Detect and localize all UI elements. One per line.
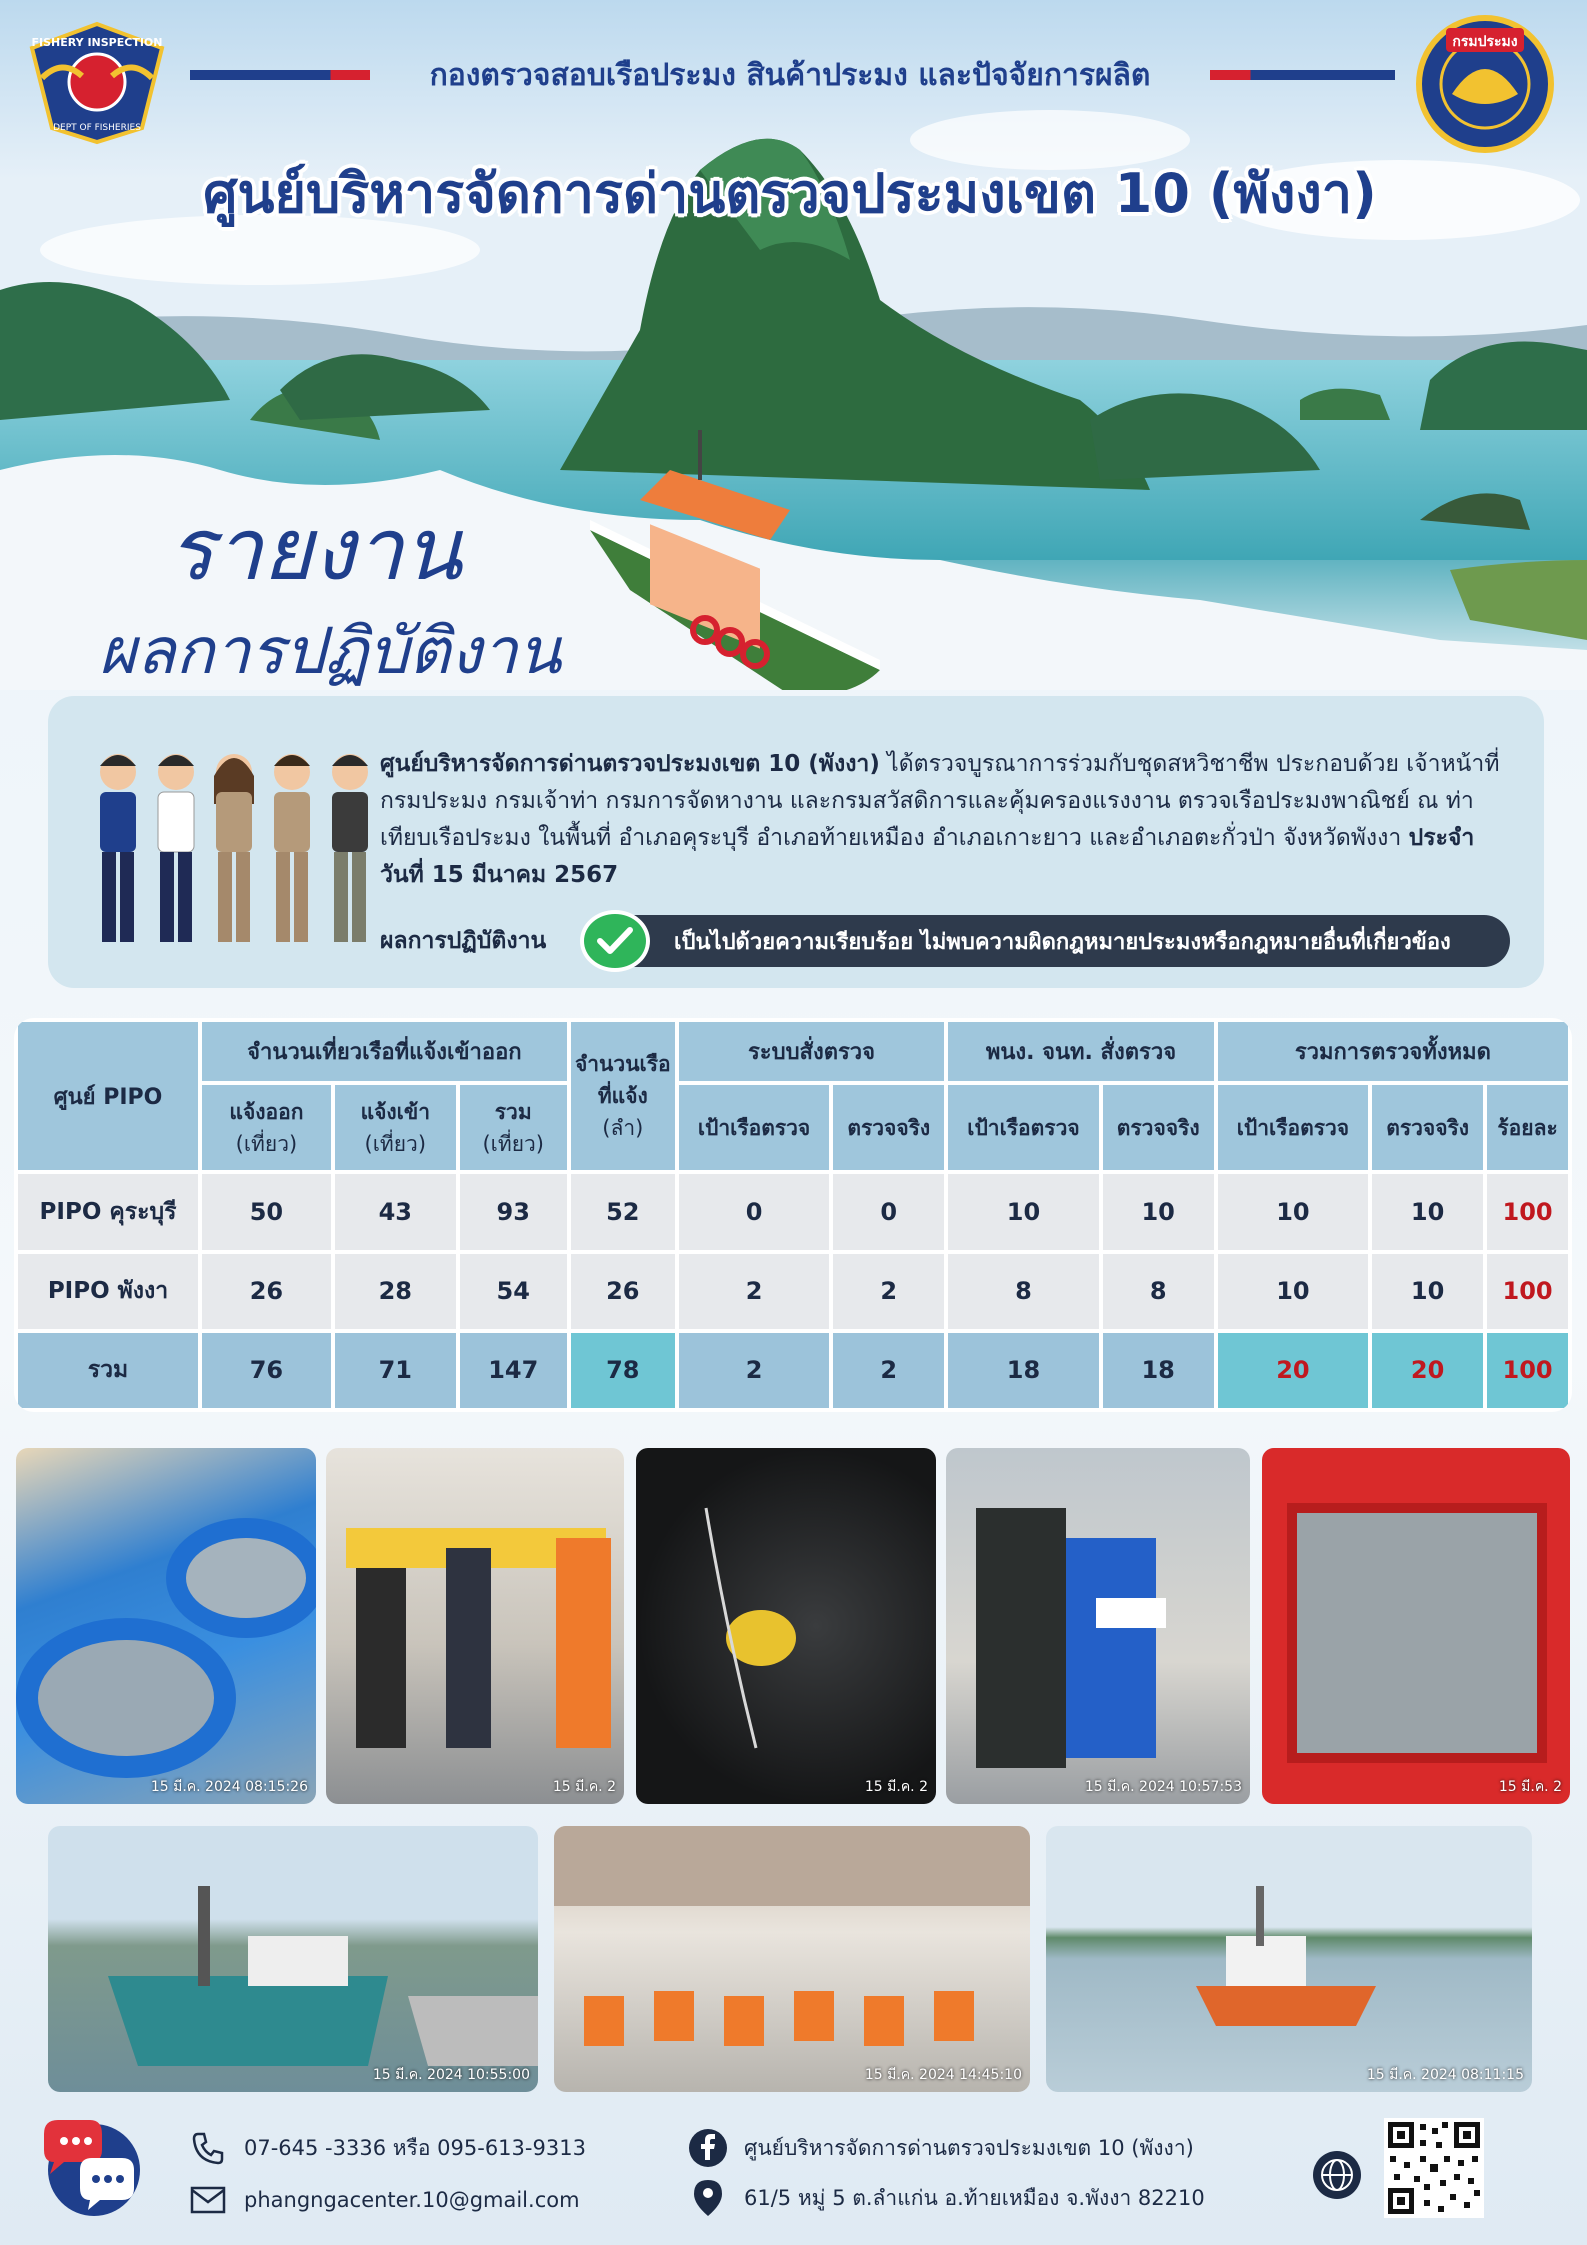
- photo-fish-crate: [1262, 1448, 1570, 1804]
- photo-timestamp: 15 มี.ค. 2024 10:57:53: [1084, 1779, 1242, 1795]
- cell-all-target: 10: [1218, 1174, 1368, 1249]
- system-actual-header: ตรวจจริง: [833, 1085, 944, 1170]
- photo-timestamp: 15 มี.ค. 2: [864, 1779, 928, 1795]
- group-total-header: รวมการตรวจทั้งหมด: [1218, 1022, 1568, 1081]
- chat-icon: [36, 2114, 142, 2216]
- result-label: ผลการปฏิบัติงาน: [380, 928, 547, 954]
- photo-fish-buckets: [16, 1448, 316, 1804]
- globe-icon[interactable]: [1312, 2150, 1362, 2200]
- table-row: [18, 1254, 1568, 1329]
- footer-phone: [188, 2128, 586, 2168]
- facebook-page-link[interactable]: ศูนย์บริหารจัดการด่านตรวจประมงเขต 10 (พังงา): [744, 2135, 1194, 2160]
- total-in: 71: [335, 1333, 456, 1408]
- page-title: ศูนย์บริหารจัดการด่านตรวจประมงเขต 10 (พังงา): [203, 162, 1377, 225]
- cell-out: 50: [202, 1174, 331, 1249]
- photo-timestamp: 15 มี.ค. 2024 08:11:15: [1366, 2067, 1524, 2083]
- cell-all-actual: 10: [1372, 1254, 1483, 1329]
- photo-officers-inspection: [326, 1448, 624, 1804]
- photo-crew-group: [554, 1826, 1030, 2092]
- officer-actual-header: ตรวจจริง: [1103, 1085, 1214, 1170]
- header-rule-right: [1210, 70, 1395, 80]
- trips-total-unit: (เที่ยว): [482, 1131, 544, 1156]
- photo-boat-at-sea: [1046, 1826, 1532, 2092]
- total-off-actual: 18: [1103, 1333, 1214, 1408]
- report-subheading: ผลการปฏิบัติงาน: [98, 615, 562, 689]
- summary-card: [48, 696, 1544, 988]
- group-system-header: ระบบสั่งตรวจ: [679, 1022, 944, 1081]
- all-target-header: เป้าเรือตรวจ: [1218, 1085, 1368, 1170]
- phone-icon: [188, 2128, 228, 2168]
- facebook-icon: [688, 2128, 728, 2168]
- header-subtitle: กองตรวจสอบเรือประมง สินค้าประมง และปัจจัยการผลิต: [429, 58, 1151, 93]
- cell-sys-target: 2: [679, 1254, 829, 1329]
- cell-all-actual: 10: [1372, 1174, 1483, 1249]
- total-name: รวม: [18, 1333, 198, 1408]
- boats-header-unit: (ลำ): [602, 1116, 644, 1141]
- table-row: [18, 1174, 1568, 1249]
- total-all-target: 20: [1218, 1333, 1368, 1408]
- footer-email: [188, 2180, 580, 2220]
- phone-text: 07-645 -3336 หรือ 095-613-9313: [244, 2135, 586, 2160]
- group-officer-header: พนง. จนท. สั่งตรวจ: [948, 1022, 1213, 1081]
- photo-timestamp: 15 มี.ค. 2: [552, 1779, 616, 1795]
- photo-document-check: [946, 1448, 1250, 1804]
- cell-percent: 100: [1487, 1174, 1568, 1249]
- boats-header: [571, 1022, 675, 1170]
- all-actual-header: ตรวจจริง: [1372, 1085, 1483, 1170]
- row-name: PIPO คุระบุรี: [18, 1174, 198, 1249]
- svg-text:DEPT OF FISHERIES: DEPT OF FISHERIES: [53, 123, 141, 133]
- cell-off-actual: 8: [1103, 1254, 1214, 1329]
- summary-lead: ศูนย์บริหารจัดการด่านตรวจประมงเขต 10 (พังงา): [380, 751, 880, 777]
- photo-fishing-net: [636, 1448, 936, 1804]
- address-text: 61/5 หมู่ 5 ต.ลำแก่น อ.ท้ายเหมือง จ.พังงา 82210: [744, 2185, 1205, 2210]
- cell-off-target: 8: [948, 1254, 1098, 1329]
- cell-in: 28: [335, 1254, 456, 1329]
- photo-timestamp: 15 มี.ค. 2: [1498, 1779, 1562, 1795]
- total-out: 76: [202, 1333, 331, 1408]
- trips-in-label: แจ้งเข้า: [360, 1099, 430, 1124]
- qr-code[interactable]: [1384, 2118, 1484, 2218]
- summary-date: ประจำวันที่ 15 มีนาคม 2567: [380, 825, 1475, 888]
- boats-header-label: จำนวนเรือที่แจ้ง: [574, 1052, 671, 1109]
- cell-percent: 100: [1487, 1254, 1568, 1329]
- trips-total-label: รวม: [494, 1099, 532, 1124]
- officer-target-header: เป้าเรือตรวจ: [948, 1085, 1098, 1170]
- col-center-header: ศูนย์ PIPO: [18, 1022, 198, 1170]
- footer-facebook: [688, 2128, 1194, 2168]
- cell-total: 54: [460, 1254, 567, 1329]
- trips-out-label: แจ้งออก: [229, 1099, 304, 1124]
- total-percent: 100: [1487, 1333, 1568, 1408]
- inspection-table: [14, 1018, 1572, 1412]
- summary-text: [380, 746, 1500, 894]
- email-link[interactable]: phangngacenter.10@gmail.com: [244, 2188, 580, 2212]
- system-target-header: เป้าเรือตรวจ: [679, 1085, 829, 1170]
- total-total: 147: [460, 1333, 567, 1408]
- footer-address: [688, 2178, 1205, 2218]
- cell-total: 93: [460, 1174, 567, 1249]
- total-sys-actual: 2: [833, 1333, 944, 1408]
- header-rule-left: [190, 70, 370, 80]
- fishery-inspection-logo: [22, 18, 172, 148]
- result-status: เป็นไปด้วยความเรียบร้อย ไม่พบความผิดกฎหมายประมงหรือกฎหมายอื่นที่เกี่ยวข้อง: [620, 915, 1510, 967]
- total-off-target: 18: [948, 1333, 1098, 1408]
- trips-in-header: [335, 1085, 456, 1170]
- svg-text:FISHERY INSPECTION: FISHERY INSPECTION: [31, 36, 163, 49]
- total-boats: 78: [571, 1333, 675, 1408]
- report-heading: รายงาน: [168, 500, 462, 600]
- summary-body: ได้ตรวจบูรณาการร่วมกับชุดสหวิชาชีพ ประกอบด้วย เจ้าหน้าที่กรมประมง กรมเจ้าท่า กรมการจัดหางาน และกรมสวัสดิการและคุ้มครองแรงงาน ตรวจเรือประมงพาณิชย์ ณ ท่าเทียบเรือประมง ในพื้นที่ อำเภอคุระบุรี อำเภอท้ายเหมือง อำเภอเกาะยาว และอำเภอตะกั่วป่า จังหวัดพังงา: [380, 751, 1500, 851]
- trips-out-unit: (เที่ยว): [235, 1131, 298, 1156]
- mail-icon: [188, 2180, 228, 2220]
- cell-boats: 52: [571, 1174, 675, 1249]
- hero-banner: [0, 0, 1587, 690]
- row-name: PIPO พังงา: [18, 1254, 198, 1329]
- officers-illustration: [88, 744, 388, 954]
- cell-out: 26: [202, 1254, 331, 1329]
- cell-off-target: 10: [948, 1174, 1098, 1249]
- percent-header: ร้อยละ: [1487, 1085, 1568, 1170]
- total-sys-target: 2: [679, 1333, 829, 1408]
- table-total-row: [18, 1333, 1568, 1408]
- check-icon: [580, 910, 650, 972]
- group-trips-header: จำนวนเที่ยวเรือที่แจ้งเข้าออก: [202, 1022, 567, 1081]
- trips-out-header: [202, 1085, 331, 1170]
- trips-in-unit: (เที่ยว): [364, 1131, 427, 1156]
- cell-all-target: 10: [1218, 1254, 1368, 1329]
- location-pin-icon: [688, 2178, 728, 2218]
- trips-total-header: [460, 1085, 567, 1170]
- svg-text:กรมประมง: กรมประมง: [1452, 34, 1518, 50]
- result-row: [380, 914, 1510, 968]
- department-of-fisheries-seal: [1412, 14, 1558, 154]
- cell-in: 43: [335, 1174, 456, 1249]
- total-all-actual: 20: [1372, 1333, 1483, 1408]
- cell-boats: 26: [571, 1254, 675, 1329]
- photo-fishing-boats: [48, 1826, 538, 2092]
- photo-timestamp: 15 มี.ค. 2024 14:45:10: [864, 2067, 1022, 2083]
- cell-off-actual: 10: [1103, 1174, 1214, 1249]
- cell-sys-actual: 0: [833, 1174, 944, 1249]
- cell-sys-actual: 2: [833, 1254, 944, 1329]
- cell-sys-target: 0: [679, 1174, 829, 1249]
- photo-timestamp: 15 มี.ค. 2024 10:55:00: [372, 2067, 530, 2083]
- photo-timestamp: 15 มี.ค. 2024 08:15:26: [150, 1779, 308, 1795]
